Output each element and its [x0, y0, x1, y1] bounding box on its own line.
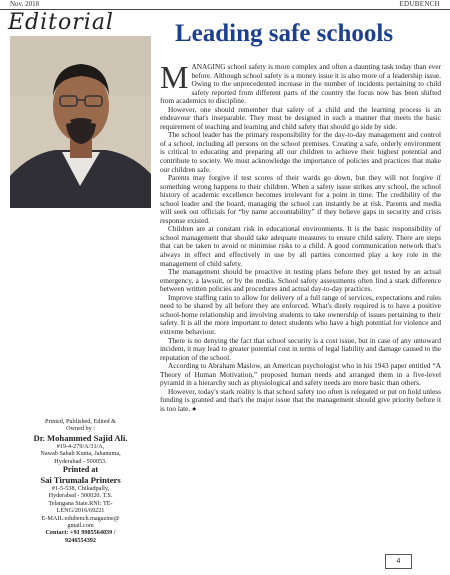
article-paragraph: According to Abraham Maslow, an American psychologist who in his 1943 paper entitled “A Theory of Human Motivation,” proposed human needs and arranged them in a five-level pyramid in a hierarchy such as physiological and safety needs are more basic than others.	[160, 361, 441, 388]
article-paragraph: Improve staffing ratio to allow for delivery of a full range of services, expectations and rules need to be shared by all before they are enforced. What's direly required is to have a positive school-home relationship and involving students to take ownership of issues pertaining to their safety. It is all the more important to detect students who have a high potential for violence and extreme behaviour.	[160, 292, 441, 336]
page-number: 4	[385, 554, 412, 569]
article-paragraph: However, one should remember that safety of a child and the learning process is an endeavour that's inseparable. They must be designed in such a manner that meets the basic requirement of teaching and learning and child safety that should go side by side.	[160, 104, 441, 131]
editor-photo	[10, 36, 151, 208]
section-title: Editorial	[8, 10, 114, 35]
article-body	[160, 59, 441, 413]
top-bar	[0, 0, 450, 9]
imprint-line: Owned by :	[66, 425, 95, 433]
article-paragraph: However, today's stark reality is that school safety too often is relegated or put on hold unless funding is granted and that's the major issue that the management should give priority before it is too late. ●	[160, 386, 441, 413]
rni-number: LENG/2016/69221	[56, 507, 105, 515]
imprint-line: Printed, Published, Edited &	[45, 418, 116, 425]
issue-date: Nov. 2018	[10, 0, 40, 8]
printer-name: Sai Tirumala Printers	[40, 475, 121, 486]
owner-address: #19-4-279/A/31/A,	[56, 442, 105, 450]
printer-address: Hyderabad - 500020. T.S.	[48, 492, 113, 500]
article-paragraph: The school leader has the primary responsibility for the day-to-day management and control of a school, including all persons on the school premises. Creating a safe, orderly environment is critical to educating and preparing all our children to achieve their highest potential and contribute to society. We must acknowledge the importance of policies and practices that make our children safe.	[160, 130, 441, 174]
article-paragraph: MANAGING school safety is more complex and often a daunting task today than ever before. Although school safety is a money issue it is also more of a leadership issue. Owing to the unprecedented increase in the number of incidents pertaining to child safety reported from different parts of the country the focus now has been shifted from academics to discipline.	[160, 59, 441, 106]
contact: 9246554392	[65, 536, 96, 544]
printer-address: #1-5-538, Chikadpally,	[51, 485, 110, 493]
article-paragraph: Parents may forgive if test scores of their wards go down, but they will not forgive if something wrong happens to their children. When a safety issue strikes any school, the school history of academic excellence becomes irrelevant for a point in time. The credibility of the school leader and the board, managing the school can instantly be at risk. Parents and media will seek out officials for “by name accountability” if they believe gaps in security and crisis response existed.	[160, 173, 441, 225]
headline: Leading safe schools	[175, 20, 394, 47]
email: E-MAIL:edubench.magazine@	[41, 514, 120, 522]
article-paragraph: The management should be proactive in testing plans before they get tested by an actual emergency, a lawsuit, or by the media. School safety assessments often find a stark difference between written policies and procedures and actual day-to-day practices.	[160, 267, 441, 294]
imprint-block	[6, 418, 155, 544]
contact: Contact: +91 9985564039 /	[45, 529, 116, 537]
magazine-brand: EDUBENCH	[399, 0, 440, 8]
owner-address: Hyderabad - 500053.	[54, 457, 107, 465]
owner-address: Nawab Sahab Kunta, Jahanuma,	[40, 450, 121, 458]
portrait-image	[10, 36, 151, 208]
rni-number: Telangana State.RNI: TE-	[48, 499, 113, 507]
printed-at-label: Printed at	[62, 465, 99, 475]
article-paragraph: There is no denying the fact that school security is a cost issue, but in case of any untoward incident, it may lead to greater potential cost in terms of legal liability and damage caused to the reputation of the school.	[160, 335, 441, 362]
drop-cap: M	[160, 59, 189, 95]
email: gmail.com	[67, 522, 94, 530]
owner-name: Dr. Mohammed Sajid Ali.	[33, 432, 128, 443]
article-paragraph: Children are at constant risk in educational environments. It is the basic responsibility of school management that should take adequate measures to ensure child safety. There are steps that can be taken to avoid or minimise risks to a child. A good communication network that's always in effect and effectively in use by all parties concerned play a key role in the management of child safety.	[160, 224, 441, 268]
